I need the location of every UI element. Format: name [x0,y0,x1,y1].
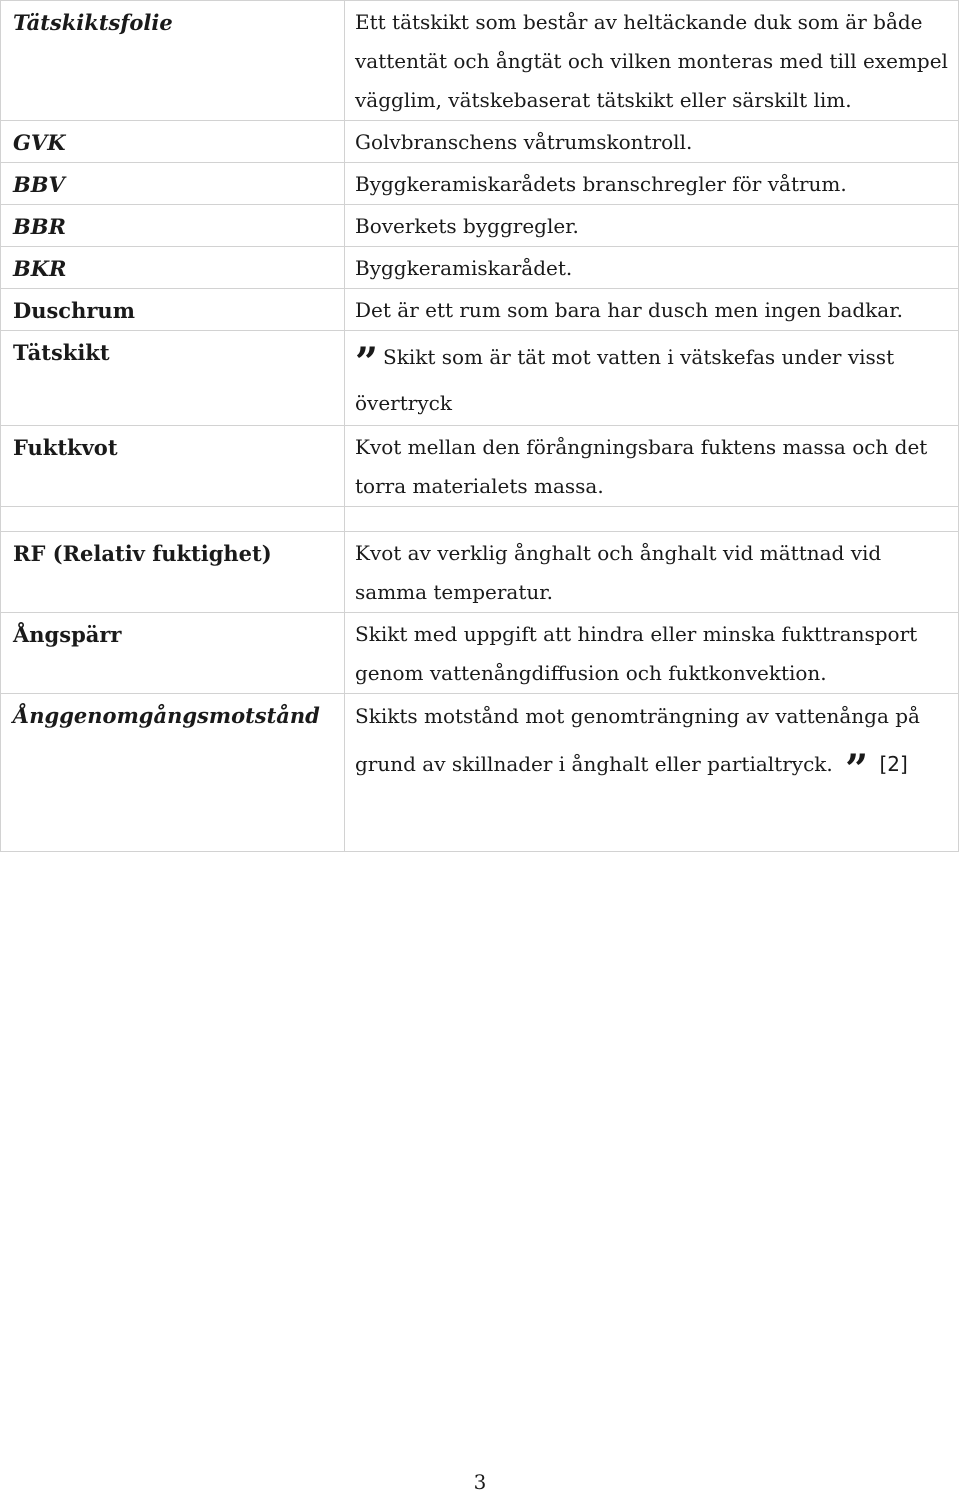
definition-cell: Skikt med uppgift att hindra eller minska fukttransport genom vattenångdiffusion och fuktkonvektion. [345,613,959,694]
term-cell: BBR [1,205,345,247]
definition-cell: Byggkeramiskarådets branschregler för våtrum. [345,163,959,205]
table-row [1,163,959,205]
table-row [1,426,959,507]
table-row [1,613,959,694]
definition-cell [345,694,959,852]
term-cell: Tätskikt [1,331,345,426]
table-row [1,247,959,289]
definition-line: Skikt som är tät mot vatten i vätskefas under visst [383,345,895,369]
term-cell: Ånggenomgångsmotstånd [1,694,345,852]
term-cell: RF (Relativ fuktighet) [1,532,345,613]
definition-cell: Ett tätskikt som består av heltäckande duk som är både vattentät och ångtät och vilken monteras med till exempel vägglim, vätskebaserat tätskikt eller särskilt lim. [345,1,959,121]
definition-cell: Boverkets byggregler. [345,205,959,247]
spacer-cell [345,507,959,532]
spacer-row [1,507,959,532]
table-row [1,532,959,613]
term-cell: Tätskiktsfolie [1,1,345,121]
term-cell: Fuktkvot [1,426,345,507]
table-row [1,1,959,121]
table-row [1,289,959,331]
term-cell: Ångspärr [1,613,345,694]
definition-cell [345,331,959,426]
table-row [1,205,959,247]
definition-line: grund av skillnader i ånghalt eller partialtryck. [355,752,833,776]
term-cell: Duschrum [1,289,345,331]
table-row [1,694,959,852]
page-number: 3 [473,1470,487,1494]
definition-line: övertryck [355,391,452,415]
table-row [1,331,959,426]
quote-mark: ” [355,339,376,386]
citation: [2] [879,752,908,776]
definition-cell: Golvbranschens våtrumskontroll. [345,121,959,163]
term-cell: BBV [1,163,345,205]
definition-cell: Det är ett rum som bara har dusch men ingen badkar. [345,289,959,331]
definition-cell: Kvot av verklig ånghalt och ånghalt vid mättnad vid samma temperatur. [345,532,959,613]
term-cell: GVK [1,121,345,163]
definition-cell: Kvot mellan den förångningsbara fuktens massa och det torra materialets massa. [345,426,959,507]
definition-line: Skikts motstånd mot genomträngning av vattenånga på [355,704,920,728]
term-cell: BKR [1,247,345,289]
quote-mark: ” [845,746,866,793]
spacer-cell [1,507,345,532]
table-row [1,121,959,163]
definition-cell: Byggkeramiskarådet. [345,247,959,289]
